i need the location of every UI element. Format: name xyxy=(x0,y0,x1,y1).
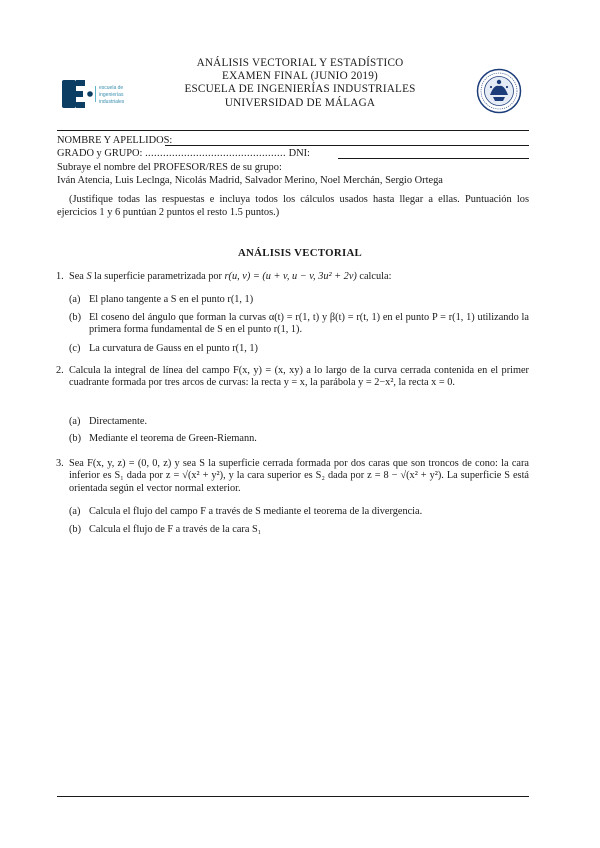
form-top-rule xyxy=(57,130,529,131)
course-title: ANÁLISIS VECTORIAL Y ESTADÍSTICO xyxy=(196,57,404,69)
problem-3-part-a: (a) Calcula el flujo del campo F a través de S mediante el teorema de la divergencia. xyxy=(69,506,423,517)
problem-1-part-b: (b) El coseno del ángulo que forman la curvas α(t) = r(1, t) y β(t) = r(t, 1) en el punto P = r(1, 1) utilizando la primera forma fundamental de S en el punto r(1, 1). xyxy=(69,312,529,336)
problem-2-part-b: (b) Mediante el teorema de Green-Riemann. xyxy=(69,433,257,444)
school-logo xyxy=(62,80,142,108)
problem-1-part-a: (a) El plano tangente a S en el punto r(1, 1) xyxy=(69,294,254,305)
professor-list: Iván Atencia, Luis Leclnga, Nicolás Madrid, Salvador Merino, Noel Merchán, Sergio Ortega xyxy=(57,175,443,186)
exam-title: EXAMEN FINAL (JUNIO 2019) xyxy=(222,70,378,83)
problem-2-statement: 2. Calcula la integral de línea del campo F(x, y) = (x, xy) a lo largo de la curva cerrada contenida en el primer cuadrante formada por tres arcos de curvas: la recta y = x, la parábola y = 2−x², la recta x = 0. xyxy=(56,365,529,389)
university-seal-logo xyxy=(476,68,522,114)
svg-text:escuela de: escuela de xyxy=(99,85,124,91)
problem-3-part-b: (b) Calcula el flujo de F a través de la cara S₁ xyxy=(69,524,262,535)
exam-header xyxy=(150,57,450,110)
name-label: NOMBRE Y APELLIDOS: xyxy=(57,135,173,146)
problem-1-number: 1. xyxy=(56,271,64,282)
instructions-note: (Justifique todas las respuestas e incluya todos los cálculos usados hasta llegar a ellas. Puntuación los ejercicios 1 y 6 puntúan 2 puntos el resto 1.5 puntos.) xyxy=(57,194,529,218)
problem-3-statement: 3. Sea F(x, y, z) = (0, 0, z) y sea S la superficie cerrada formada por dos caras que son troncos de cono: la cara inferior es S₁ dada por z = √(x² + y²), y la cara superior es S₂ dada por z = 8 − √(x² + y²). La superficie S está orientada según el vector normal exterior. xyxy=(56,458,529,494)
group-field-row xyxy=(57,148,310,159)
svg-text:ingenierías: ingenierías xyxy=(99,92,124,98)
problem-1-formula: r(u, v) = (u + v, u − v, 3u² + 2v) xyxy=(224,271,357,282)
group-input-dots[interactable]: ............................................... xyxy=(145,148,286,159)
problem-3-number: 3. xyxy=(56,458,64,469)
problem-2-number: 2. xyxy=(56,365,64,376)
school-name: ESCUELA DE INGENIERÍAS INDUSTRIALES xyxy=(184,83,416,96)
name-input-line[interactable] xyxy=(165,145,529,146)
problem-1-part-c: (c) La curvatura de Gauss en el punto r(1, 1) xyxy=(69,343,258,354)
university-name: UNIVERSIDAD DE MÁLAGA xyxy=(224,96,376,109)
group-label: GRADO y GRUPO: xyxy=(57,148,143,159)
problem-1-statement: 1. Sea S la superficie parametrizada por r(u, v) = (u + v, u − v, 3u² + 2v) calcula: xyxy=(56,271,392,282)
dni-label: DNI: xyxy=(288,148,310,159)
professor-prompt: Subraye el nombre del PROFESOR/RES de su grupo: xyxy=(57,162,282,173)
problem-2-part-a: (a) Directamente. xyxy=(69,416,148,427)
footer-rule xyxy=(57,796,529,797)
svg-text:industriales: industriales xyxy=(99,99,125,105)
name-field-row xyxy=(57,135,172,146)
dni-input-line[interactable] xyxy=(338,158,529,159)
section-title: ANÁLISIS VECTORIAL xyxy=(237,247,363,259)
